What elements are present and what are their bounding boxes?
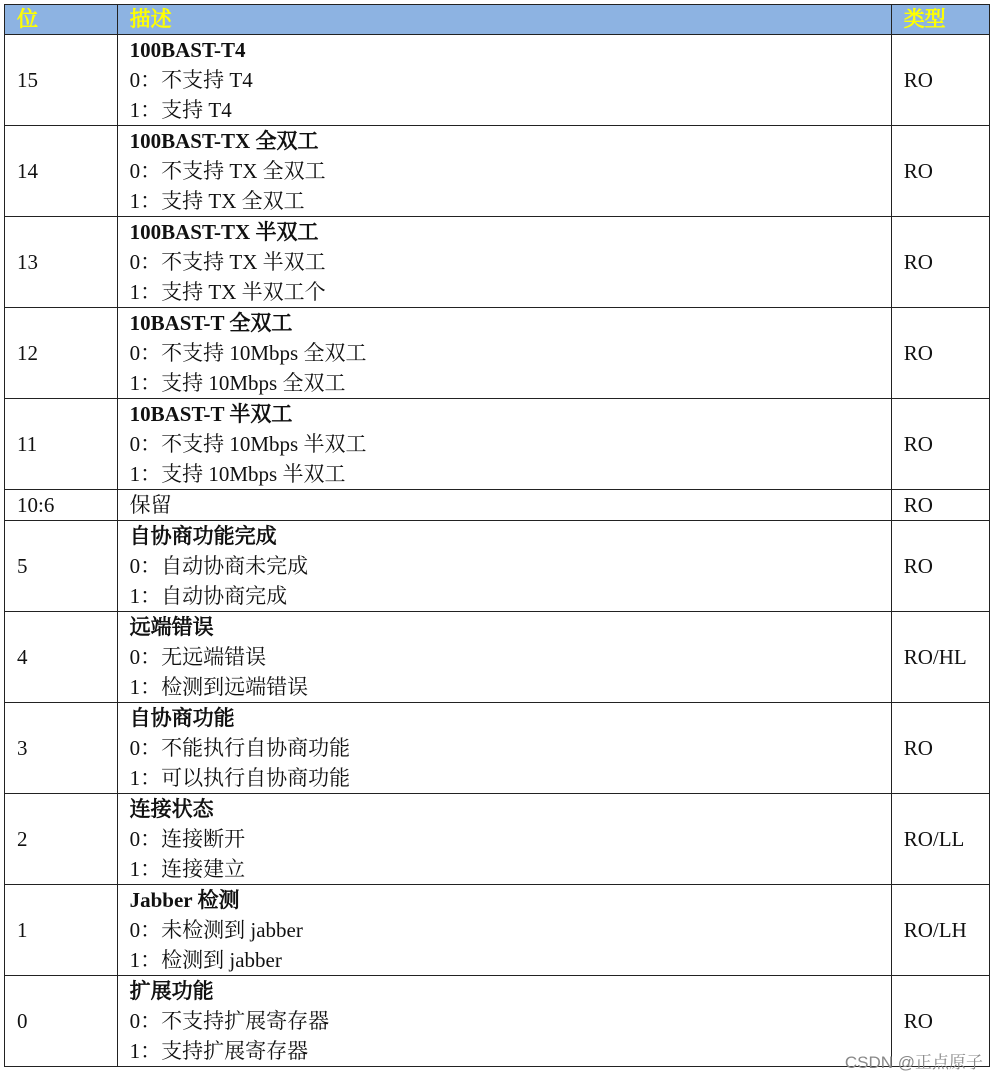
description-cell — [117, 399, 891, 490]
type-cell: RO — [891, 308, 989, 399]
table-row — [5, 703, 990, 794]
description-line: 0：连接断开 — [129, 827, 246, 851]
description-title: 连接状态 — [129, 797, 214, 821]
description-cell — [117, 126, 891, 217]
description-line: 1：可以执行自协商功能 — [129, 766, 351, 790]
bit-cell: 0 — [5, 976, 118, 1067]
type-cell: RO — [891, 976, 989, 1067]
header-desc: 描述 — [117, 5, 891, 35]
bit-cell: 2 — [5, 794, 118, 885]
table-body — [5, 35, 990, 1067]
description-title: 远端错误 — [129, 615, 214, 639]
description-cell — [117, 794, 891, 885]
description-line: 0：不支持 10Mbps 半双工 — [129, 432, 367, 456]
type-cell: RO — [891, 521, 989, 612]
description-title: 自协商功能 — [129, 706, 235, 730]
type-cell: RO — [891, 490, 989, 521]
type-cell: RO — [891, 217, 989, 308]
type-cell: RO — [891, 126, 989, 217]
description-cell — [117, 217, 891, 308]
header-type: 类型 — [891, 5, 989, 35]
description-line: 0：不支持扩展寄存器 — [129, 1009, 330, 1033]
bit-cell: 10:6 — [5, 490, 118, 521]
description-line: 0：不支持 T4 — [129, 68, 253, 92]
description-cell — [117, 35, 891, 126]
bit-cell: 4 — [5, 612, 118, 703]
table-row — [5, 521, 990, 612]
header-bit: 位 — [5, 5, 118, 35]
table-row — [5, 490, 990, 521]
description-line: 1：连接建立 — [129, 857, 246, 881]
description-cell — [117, 490, 891, 521]
bit-cell: 1 — [5, 885, 118, 976]
table-row — [5, 794, 990, 885]
description-line: 0：自动协商未完成 — [129, 554, 309, 578]
bit-cell: 5 — [5, 521, 118, 612]
bit-cell: 12 — [5, 308, 118, 399]
description-line: 1：自动协商完成 — [129, 584, 288, 608]
description-line: 1：支持 TX 半双工个 — [129, 280, 326, 304]
table-row — [5, 612, 990, 703]
bit-cell: 3 — [5, 703, 118, 794]
description-cell — [117, 521, 891, 612]
register-table — [4, 4, 990, 1067]
description-cell — [117, 308, 891, 399]
description-line: 1：支持 T4 — [129, 98, 232, 122]
description-line: 1：支持 10Mbps 全双工 — [129, 371, 346, 395]
description-title: 100BAST-TX 半双工 — [129, 220, 319, 244]
type-cell: RO/LH — [891, 885, 989, 976]
type-cell: RO — [891, 399, 989, 490]
description-line: 1：检测到 jabber — [129, 948, 282, 972]
description-line: 1：支持扩展寄存器 — [129, 1039, 309, 1063]
description-title: 扩展功能 — [129, 979, 214, 1003]
description-title: 自协商功能完成 — [129, 524, 277, 548]
table-row — [5, 35, 990, 126]
bit-cell: 13 — [5, 217, 118, 308]
description-line: 1：检测到远端错误 — [129, 675, 309, 699]
description-line: 1：支持 10Mbps 半双工 — [129, 462, 346, 486]
description-cell — [117, 612, 891, 703]
bit-cell: 14 — [5, 126, 118, 217]
type-cell: RO — [891, 703, 989, 794]
table-row — [5, 885, 990, 976]
table-row — [5, 399, 990, 490]
description-cell — [117, 976, 891, 1067]
description-cell — [117, 885, 891, 976]
description-line: 1：支持 TX 全双工 — [129, 189, 305, 213]
description-line: 0：未检测到 jabber — [129, 918, 303, 942]
table-row — [5, 126, 990, 217]
type-cell: RO — [891, 35, 989, 126]
table-row — [5, 308, 990, 399]
description-title: 10BAST-T 全双工 — [129, 311, 293, 335]
description-line: 0：不支持 TX 半双工 — [129, 250, 326, 274]
table-row — [5, 217, 990, 308]
description-text: 保留 — [129, 493, 172, 517]
description-title: Jabber 检测 — [129, 888, 240, 912]
bit-cell: 15 — [5, 35, 118, 126]
description-line: 0：无远端错误 — [129, 645, 267, 669]
description-line: 0：不支持 TX 全双工 — [129, 159, 326, 183]
description-line: 0：不支持 10Mbps 全双工 — [129, 341, 367, 365]
type-cell: RO/LL — [891, 794, 989, 885]
description-title: 100BAST-T4 — [129, 38, 246, 62]
description-line: 0：不能执行自协商功能 — [129, 736, 351, 760]
watermark: CSDN @正点原子 — [844, 1053, 983, 1072]
description-title: 10BAST-T 半双工 — [129, 402, 293, 426]
description-title: 100BAST-TX 全双工 — [129, 129, 319, 153]
type-cell: RO/HL — [891, 612, 989, 703]
header-row — [5, 5, 990, 35]
bit-cell: 11 — [5, 399, 118, 490]
description-cell — [117, 703, 891, 794]
table-row — [5, 976, 990, 1067]
